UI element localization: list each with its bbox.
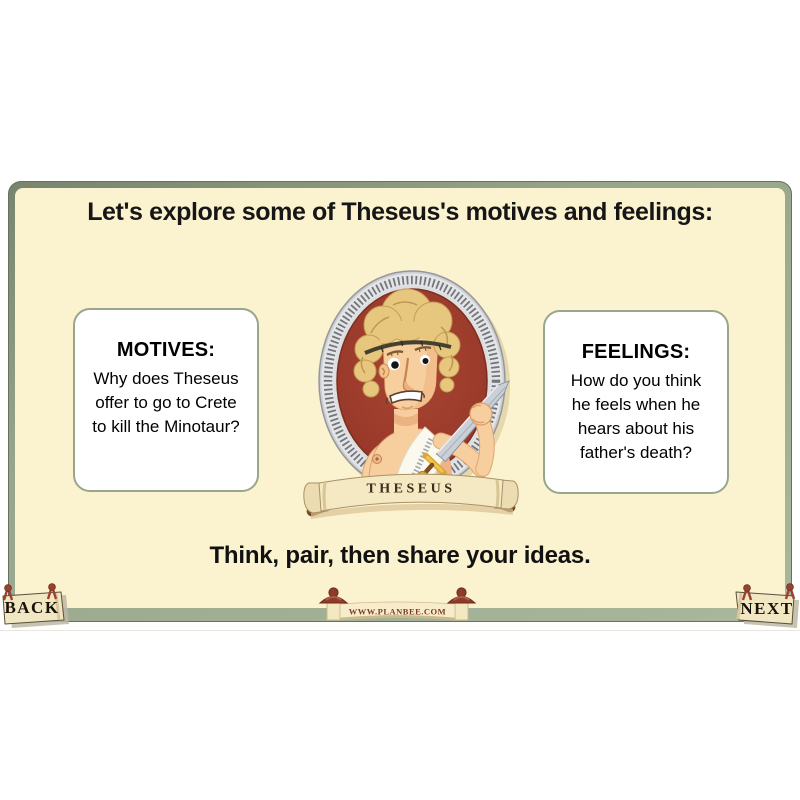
feelings-box (543, 310, 729, 494)
scroll-post-left (327, 602, 340, 620)
theseus-illustration (301, 261, 521, 521)
website-banner (312, 586, 488, 633)
scroll-knob-icon (448, 588, 475, 603)
theseus-portrait-icon (301, 261, 521, 521)
slide-frame (8, 181, 792, 622)
name-banner-label: THESEUS (366, 481, 456, 497)
back-button[interactable] (0, 583, 70, 634)
motives-box (73, 308, 259, 492)
name-banner (304, 474, 518, 519)
motives-heading: MOTIVES: (116, 339, 216, 361)
feelings-body: How do you think he feels when he hears about his father's death? (570, 371, 702, 463)
next-button-label: NEXT (740, 599, 794, 618)
motives-body: Why does Theseus offer to go to Crete to kill the Minotaur? (92, 369, 240, 437)
slide-title: Let's explore some of Theseus's motives and feelings: (87, 198, 713, 226)
scroll-knob-icon (320, 588, 347, 603)
scroll-post-right (455, 602, 468, 620)
prompt-text: Think, pair, then share your ideas. (209, 542, 591, 569)
website-label: WWW.PLANBEE.COM (348, 606, 447, 617)
slide-background (15, 188, 785, 608)
back-button-label: BACK (4, 598, 60, 617)
feelings-heading: FEELINGS: (581, 341, 691, 363)
next-button[interactable] (730, 583, 800, 634)
